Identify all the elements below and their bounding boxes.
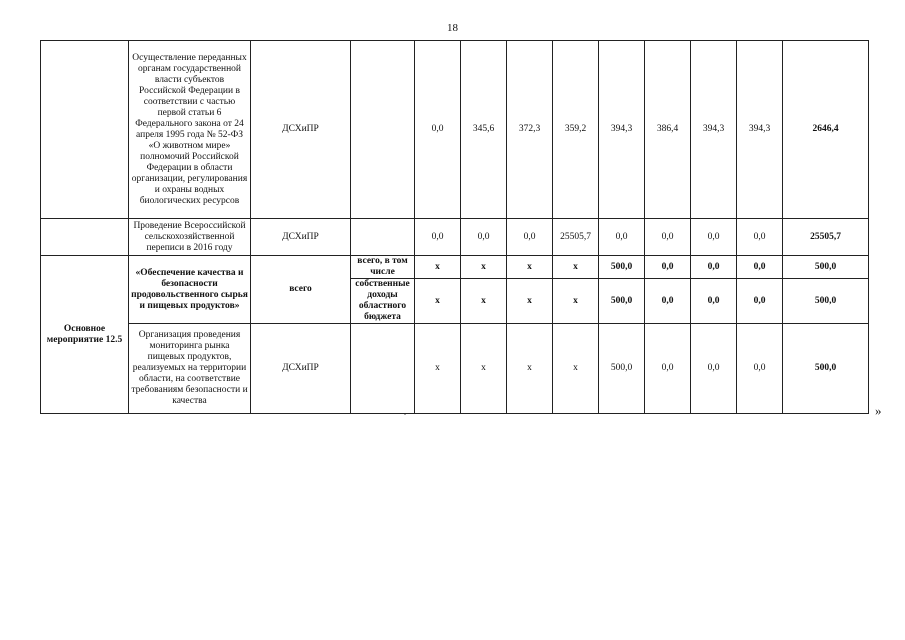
year-value: x: [553, 324, 599, 414]
row-description: Проведение Всероссийской сельскохозяйственной переписи в 2016 году: [129, 219, 251, 256]
row-executor: ДСХиПР: [251, 41, 351, 219]
row-label-cell: [41, 219, 129, 256]
year-value: 0,0: [691, 279, 737, 324]
year-value: 0,0: [645, 256, 691, 279]
year-value: x: [461, 324, 507, 414]
year-value: x: [461, 256, 507, 279]
row-total: 500,0: [783, 324, 869, 414]
year-value: 25505,7: [553, 219, 599, 256]
year-value: 0,0: [691, 324, 737, 414]
year-value: 345,6: [461, 41, 507, 219]
year-value: 386,4: [645, 41, 691, 219]
year-value: 0,0: [737, 324, 783, 414]
year-value: 394,3: [691, 41, 737, 219]
table-row: [41, 219, 869, 256]
year-value: 500,0: [599, 324, 645, 414]
row-source: собственные доходы областного бюджета: [351, 279, 415, 324]
scan-dot: .: [404, 408, 406, 417]
table-row: [41, 324, 869, 414]
row-source: всего, в том числе: [351, 256, 415, 279]
year-value: 372,3: [507, 41, 553, 219]
year-value: x: [461, 279, 507, 324]
year-value: 0,0: [737, 219, 783, 256]
row-description: Осуществление переданных органам государственной власти субъектов Российской Федерации в соответствии с частью первой статьи 6 Федерального закона от 24 апреля 1995 года № 52-ФЗ «О животном мире» полномочий Российской Федерации в области организации, регулирования и охраны водных биологических ресурсов: [129, 41, 251, 219]
row-total: 25505,7: [783, 219, 869, 256]
year-value: 0,0: [645, 219, 691, 256]
page-number: 18: [447, 22, 458, 34]
year-value: 0,0: [737, 256, 783, 279]
year-value: 0,0: [645, 324, 691, 414]
year-value: x: [507, 324, 553, 414]
year-value: 0,0: [737, 279, 783, 324]
year-value: 500,0: [599, 256, 645, 279]
year-value: x: [415, 279, 461, 324]
year-value: 394,3: [737, 41, 783, 219]
row-source: [351, 219, 415, 256]
table-row: [41, 256, 869, 279]
year-value: 0,0: [645, 279, 691, 324]
year-value: 0,0: [599, 219, 645, 256]
measure-label: Основное мероприятие 12.5: [41, 256, 129, 414]
row-source: [351, 324, 415, 414]
row-executor: ДСХиПР: [251, 324, 351, 414]
year-value: 0,0: [415, 41, 461, 219]
year-value: 0,0: [507, 219, 553, 256]
table-row: [41, 41, 869, 219]
year-value: x: [507, 279, 553, 324]
year-value: 0,0: [461, 219, 507, 256]
row-label-cell: [41, 41, 129, 219]
row-total: 500,0: [783, 256, 869, 279]
row-total: 2646,4: [783, 41, 869, 219]
row-total: 500,0: [783, 279, 869, 324]
year-value: 0,0: [415, 219, 461, 256]
measure-title: «Обеспечение качества и безопасности продовольственного сырья и пищевых продуктов»: [129, 256, 251, 324]
closing-quote-mark: »: [875, 403, 882, 418]
year-value: 394,3: [599, 41, 645, 219]
year-value: 500,0: [599, 279, 645, 324]
year-value: x: [415, 256, 461, 279]
year-value: x: [507, 256, 553, 279]
budget-table: [40, 40, 869, 414]
year-value: x: [553, 279, 599, 324]
year-value: 0,0: [691, 219, 737, 256]
row-source: [351, 41, 415, 219]
row-description: Организация проведения мониторинга рынка пищевых продуктов, реализуемых на территории области, на соответствие требованиям безопасности и качества: [129, 324, 251, 414]
year-value: 0,0: [691, 256, 737, 279]
year-value: x: [553, 256, 599, 279]
year-value: 359,2: [553, 41, 599, 219]
measure-executor: всего: [251, 256, 351, 324]
year-value: x: [415, 324, 461, 414]
row-executor: ДСХиПР: [251, 219, 351, 256]
